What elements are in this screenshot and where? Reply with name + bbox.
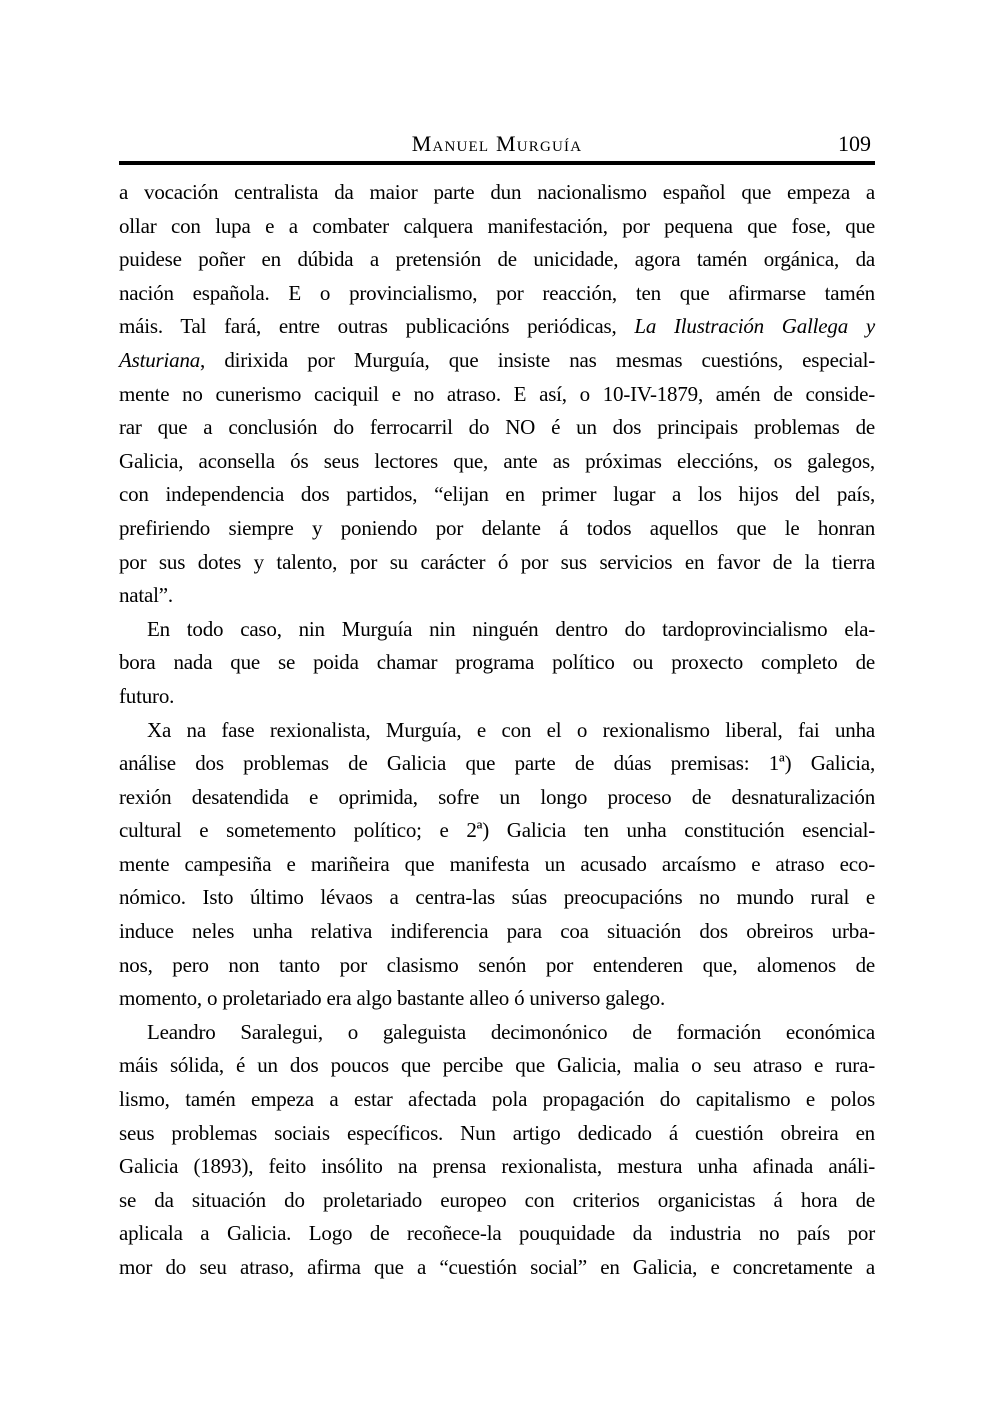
text-line [119,814,875,848]
text-segment: bora nada que se poida chamar programa político ou proxecto completo de [119,650,875,675]
text-segment: mente no cunerismo caciquil e no atraso. E así, o 10-IV-1879, amén de conside- [119,381,875,406]
text-segment: aplicala a Galicia. Logo de recoñece-la pouquidade da industria no país por [119,1221,875,1246]
text-segment: con independencia dos partidos, “elijan en primer lugar a los hijos del país, [119,482,875,507]
paragraph [119,176,875,613]
text-segment: se da situación do proletariado europeo con criterios organicistas á hora de [119,1187,875,1212]
text-segment: Galicia (1893), feito insólito na prensa rexionalista, mestura unha afinada análi- [119,1154,875,1179]
text-line [119,445,875,479]
paragraph [119,714,875,1016]
text-line [119,210,875,244]
text-line [119,1117,875,1151]
text-line [119,411,875,445]
text-line [119,949,875,983]
text-segment: seus problemas sociais específicos. Nun artigo dedicado á cuestión obreira en [119,1120,875,1145]
text-line [119,848,875,882]
text-segment: por sus dotes y talento, por su carácter ó por sus servicios en favor de la tierra [119,549,875,574]
text-line [119,277,875,311]
running-header-title: Manuel Murguía [411,131,583,156]
text-segment: lismo, tamén empeza a estar afectada pola propagación do capitalismo e polos [119,1087,875,1112]
text-segment: induce neles unha relativa indiferencia para coa situación dos obreiros urba- [119,919,875,944]
text-line [119,512,875,546]
text-line [119,747,875,781]
running-header [119,130,875,157]
text-segment: Xa na fase rexionalista, Murguía, e con el o rexionalismo liberal, fai unha [147,717,875,742]
text-segment: rexión desatendida e oprimida, sofre un longo proceso de desnaturalización [119,784,875,809]
text-line [119,1251,875,1285]
paragraph [119,1016,875,1285]
header-rule [119,161,875,165]
text-line [119,881,875,915]
paragraph [119,613,875,714]
text-segment: máis sólida, é un dos poucos que percibe que Galicia, malia o seu atraso e rura- [119,1053,875,1078]
text-segment: máis. Tal fará, entre outras publicacións periódicas, [119,314,635,339]
text-line [119,243,875,277]
text-segment: mor do seu atraso, afirma que a “cuestión social” en Galicia, e concretamente a [119,1255,875,1279]
text-segment: análise dos problemas de Galicia que parte de dúas premisas: 1ª) Galicia, [119,751,875,776]
text-segment: nos, pero non tanto por clasismo senón por entenderen que, alomenos de [119,952,875,977]
text-line [119,546,875,580]
page-body [119,176,875,1285]
text-line [119,781,875,815]
text-segment: prefiriendo siempre y poniendo por delante á todos aquellos que le honran [119,515,875,540]
text-segment: natal”. [119,583,173,608]
text-line [119,1217,875,1251]
text-line [119,680,875,714]
text-segment: ollar con lupa e a combater calquera manifestación, por pequena que fose, que [119,213,875,238]
text-segment: mente campesiña e mariñeira que manifesta un acusado arcaísmo e atraso eco- [119,851,875,876]
text-segment: rar que a conclusión do ferrocarril do NO é un dos principais problemas de [119,415,875,440]
text-segment: , dirixida por Murguía, que insiste nas mesmas cuestións, especial- [200,347,875,372]
text-segment: En todo caso, nin Murguía nin ninguén dentro do tardoprovincialismo ela- [147,616,875,641]
text-line [119,176,875,210]
italic-text-segment: La Ilustración Gallega y [634,314,875,339]
text-line [119,1184,875,1218]
text-line [119,714,875,748]
page-number: 109 [838,131,871,156]
text-line [119,613,875,647]
text-line [119,579,875,613]
text-line [119,915,875,949]
text-column [119,130,875,1285]
text-segment: nación española. E o provincialismo, por reacción, ten que afirmarse tamén [119,280,875,305]
text-segment: Galicia, aconsella ós seus lectores que, ante as próximas eleccións, os galegos, [119,448,875,473]
text-segment: a vocación centralista da maior parte dun nacionalismo español que empeza a [119,180,875,204]
text-segment: Leandro Saralegui, o galeguista decimonónico de formación económica [147,1019,875,1044]
text-segment: momento, o proletariado era algo bastante alleo ó universo galego. [119,986,666,1011]
text-line [119,344,875,378]
text-line [119,478,875,512]
text-segment: puidese poñer en dúbida a pretensión de unicidade, agora tamén orgánica, da [119,247,875,272]
text-segment: futuro. [119,683,175,708]
text-segment: nómico. Isto último lévaos a centra-las súas preocupacións no mundo rural e [119,885,875,910]
text-line [119,1016,875,1050]
text-line [119,1150,875,1184]
text-line [119,646,875,680]
text-line [119,1049,875,1083]
text-line [119,378,875,412]
italic-text-segment: Asturiana [119,347,201,372]
text-segment: cultural e sometemento político; e 2ª) Galicia ten unha constitución esencial- [119,818,875,843]
text-line [119,310,875,344]
text-line [119,982,875,1016]
text-line [119,1083,875,1117]
